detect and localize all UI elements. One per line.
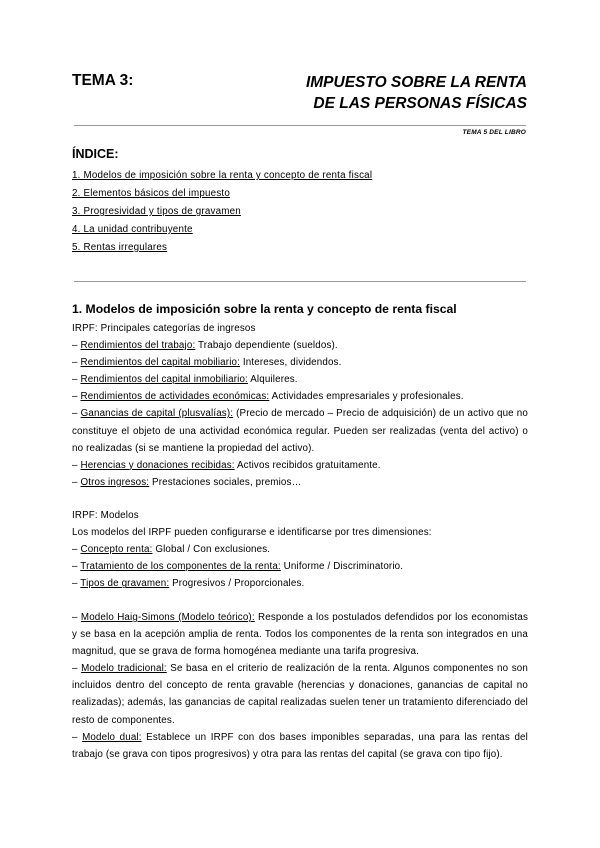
- dimension-item: – Tipos de gravamen: Progresivos / Proporcionales.: [72, 578, 305, 590]
- model-item: – Modelo Haig-Simons (Modelo teórico): Responde a los postulados defendidos por los economistas y se basa en la acepción amplia de renta. Todos los componentes de la renta son integrados en una magnitud, que se grava de forma homogénea mediante una tarifa progresiva.: [72, 612, 528, 658]
- models-intro: Los modelos del IRPF pueden configurarse e identificarse por tres dimensiones:: [72, 527, 432, 539]
- category-label: Rendimientos del trabajo:: [80, 340, 196, 352]
- category-label: Otros ingresos:: [80, 476, 150, 488]
- category-item: – Otros ingresos: Prestaciones sociales, premios…: [72, 476, 302, 488]
- category-label: Ganancias de capital (plusvalías):: [80, 408, 234, 420]
- category-item: – Ganancias de capital (plusvalías): (Precio de mercado – Precio de adquisición) de un activo que no constituye el objeto de una actividad económica regular. Pueden ser realizadas (venta del activo) o no realizadas (si se mantiene la propiedad del activo).: [72, 408, 528, 454]
- model-item: – Modelo dual: Establece un IRPF con dos bases imponibles separadas, una para las rentas del trabajo (se grava con tipos progresivos) y otra para las rentas del capital (se grava con tipo fijo).: [72, 731, 528, 760]
- dimension-label: Tipos de gravamen:: [80, 578, 170, 590]
- section-divider: [74, 281, 526, 282]
- category-item: – Rendimientos del trabajo: Trabajo dependiente (sueldos).: [72, 340, 338, 352]
- title-line-1: IMPUESTO SOBRE LA RENTA: [305, 74, 527, 91]
- index-item[interactable]: 1. Modelos de imposición sobre la renta y concepto de renta fiscal: [72, 170, 373, 181]
- book-reference: TEMA 5 DEL LIBRO: [462, 129, 526, 136]
- document-title: [306, 72, 527, 114]
- irpf-models: [72, 609, 528, 763]
- category-label: Herencias y donaciones recibidas:: [80, 459, 235, 471]
- category-label: Rendimientos del capital inmobiliario:: [80, 374, 248, 386]
- section-title: 1. Modelos de imposición sobre la renta y concepto de renta fiscal: [72, 302, 457, 316]
- category-label: Rendimientos de actividades económicas:: [80, 391, 270, 403]
- models-heading: IRPF: Modelos: [72, 510, 139, 521]
- title-line-2: DE LAS PERSONAS FÍSICAS: [313, 95, 527, 112]
- income-categories: [72, 320, 528, 491]
- model-label: Modelo dual:: [82, 731, 142, 743]
- index-item[interactable]: 2. Elementos básicos del impuesto: [72, 188, 230, 199]
- model-label: Modelo tradicional:: [81, 663, 167, 675]
- category-label: Rendimientos del capital mobiliario:: [80, 357, 240, 369]
- model-item: – Modelo tradicional: Se basa en el criterio de realización de la renta. Algunos componentes no son incluidos dentro del concepto de renta gravable (herencias y donaciones, ganancias de capital no realizadas); además, las ganancias de capital realizadas suelen tener un tratamiento diferenciado del resto de componentes.: [72, 663, 528, 726]
- model-dimensions: [72, 507, 528, 592]
- category-item: – Rendimientos del capital mobiliario: Intereses, dividendos.: [72, 357, 342, 369]
- index-item[interactable]: 5. Rentas irregulares: [72, 242, 168, 253]
- dimension-label: Tratamiento de los componentes de la renta:: [80, 561, 281, 573]
- index-heading: ÍNDICE:: [72, 147, 119, 161]
- categories-heading: IRPF: Principales categorías de ingresos: [72, 323, 256, 334]
- index-item[interactable]: 4. La unidad contribuyente: [72, 224, 193, 235]
- index-item[interactable]: 3. Progresividad y tipos de gravamen: [72, 206, 241, 217]
- index-list: [72, 167, 372, 257]
- category-item: – Herencias y donaciones recibidas: Activos recibidos gratuitamente.: [72, 459, 381, 471]
- model-label: Modelo Haig-Simons (Modelo teórico):: [80, 612, 255, 623]
- category-item: – Rendimientos de actividades económicas: Actividades empresariales y profesionales.: [72, 391, 464, 403]
- top-divider: [74, 125, 526, 126]
- category-item: – Rendimientos del capital inmobiliario: Alquileres.: [72, 374, 298, 386]
- dimension-item: – Concepto renta: Global / Con exclusiones.: [72, 544, 271, 556]
- dimension-item: – Tratamiento de los componentes de la renta: Uniforme / Discriminatorio.: [72, 561, 404, 573]
- dimension-label: Concepto renta:: [80, 544, 153, 556]
- topic-number: TEMA 3:: [72, 72, 134, 89]
